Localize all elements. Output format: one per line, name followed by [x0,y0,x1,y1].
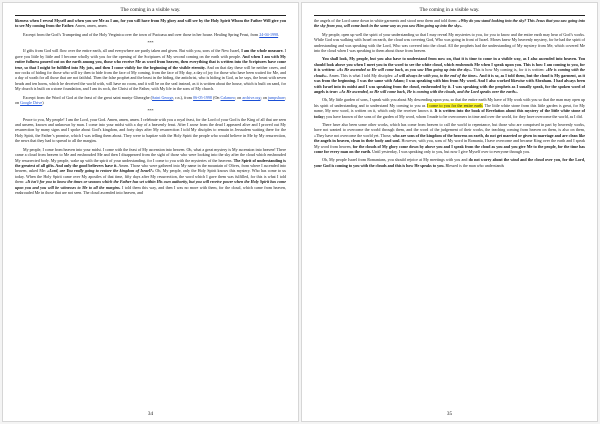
google-drive-link[interactable]: Google Drive [20,100,43,106]
highlighted-text: I come to you for the entire earth. [426,102,484,108]
page-body [314,18,585,403]
paragraph: Oh, My little garden of sons, I speak with you about My descending upon you, so that the entire earth My have of My work with you so that the man may open up his spirit of understanding and to understand My coming to you as I come to you for the entire earth. The little white stone from this little garden is great, for My name, My new word, is written on it, which only the receiver knows it. It is written into the book of Revelation about this mystery of the little white stone of today; you have known of the sons of the garden of My word, whom I made to be overcomers in time and over the world, for they have overcome the world, as I did. [314,97,585,119]
date-link[interactable]: 06-05-1998 [193,94,212,100]
date-link[interactable]: 24-04-1998 [259,31,279,37]
separator: *** [147,108,154,114]
paragraph: There have also been some other works, which has come from heaven to call the world to repentance, but those who are comprised in part by heavenly works, have not wanted to overcome the world through them, and the word of the judgement of their works, the teaching coming from heaven on them, is also on them, «They have not overcome the world yet. Those, who are sons of the kingdom of the heavens on earth, do not get married or given in marriage and are clean like the angels in heaven, clean in their body and soul. However, with you, sons of My word in Romania, I have overcome and became King over the earth and I speak My word from heaven, for the clouds of My glory come down by above you and I speak from the cloud as you and you give Me to the people, for the time has come for every man on the earth. Until yesterday, I was speaking only to you, but now I give Myself over to everyone through you. [314,121,585,155]
paragraph: Oh, My people Israel from Romanians, you should rejoice at My meetings with you and do not worry about the wind and the cloud over you, for the Lord, your God is coming to you with the clouds and this is how He speaks to you. Blessed is the man who understands [314,157,585,168]
right-page [301,2,598,422]
book-spread [2,2,598,422]
paragraph: You shall look, My people, but you also have to understand from now on, that it is time to come in a visible way, as I also ascended into heaven. You should look above you when I meet you in the word to see the white cloud, which enshrouds Me when I speak upon you. This is how I am coming to you, for it is written: «As He ascended so He will come back, as you saw Him going up into the sky». This is how My coming is, for it is written: «He is coming with the clouds». Amen. This is what I told My disciples: «I will always be with you, to the end of the time». And it is so, as I told them, but the cloud is My garment, as it was from the beginning. I was the same with Adam; I was speaking with him from My word. And I also worked likewise with Abraham. I had always been with Israel into its midst and I was speaking from the cloud, enshrouded by it. I was speaking with the prophets as I usually speak, for the spoken word of angels is true: «As He ascended, so He will come back, He is coming with the clouds, and the Lord speaks over the earth». [314,56,585,95]
paragraph: the angels of the Lord came down in white garments and stood near them and told them: «Why do you stand looking into the sky? This Jesus that you saw going into the sky from you, will come back in the same way as you saw Him going up into the sky». [314,18,585,29]
paragraph: likeness when I reveal Myself and when you see Me as I am, for you will have from My glory and will see by the Holy Spirit Whom the Father Will give you to see My coming from the Father. Amen, amen, amen. [15,18,286,29]
paragraph: If gifts from God will flow over the entire earth, all and everywhere are partly taken and given. But with you, sons of the New Israel, I am the whole measure. I gave you little by little and I become wholly with you for the opening of the Scriptures of My second coming on the earth with people. And when I am with My entire fullness poured out on the earth among you, those who receive Me as word from heaven, then everything that is written into the Scriptures have come true, so that I might be fulfilled into My jots, and then I come visibly for the beginning of the visible eternity. And on that day these will be neither caves, and nor rocks of hiding for those who will try then to hide from the face of My coming, from the face of My day, a day of joy for those who have been waited for Me, and a day of wrath for all those that are not faithful. Then the false prophet and the beast in the hiding, the antichrist, who is hiding in God, as he says, the beast with seven heads and ten horns, which he deceived the world with, will have no room, and it will be on the seal instead, as it is written about the house, which is built on sand, for My church is built on a stone foundation, and I am its rock, the Christ of the Father, with My life in the sons of My church. [15,48,286,92]
paragraph: My people, open up well the spirit of your understanding so that I may reveal My mysteries to you, for you to know and the entire earth may hear of God’s works. While God was walking with Israel on earth, the cloud was covering God, Who was going in front of Israel. Moses knew My heavenly mystery, for he had the spirit of understanding and was speaking with the Lord, Who was covered into the cloud. All the prophets had the understanding of My mystery from Me, which covered Me into the cloud when I was speaking to them about those from heaven. [314,31,585,54]
archive-link[interactable]: archive.org [242,94,261,100]
header-title: The coming in a visible way. [120,7,181,13]
separator: *** [147,39,154,45]
page-header [314,6,585,16]
paragraph: Peace to you, My people! I am the Lord, your God. Amen, amen, amen. I celebrate with you a royal feast, for the Lord of your God is the King of all that are seen and unseen, known and unknown by man. I come into your midst with a day of a heavenly feast. After I arose from the dead I appeared alive and I proved out My resurrection by many signs and I spoke about God’s kingdom, and forty days after My resurrection I told My disciples to remain in Jerusalem waiting there for the Holy Spirit, the Father’s promise, which I was telling them about. They were to baptize with the Holy Spirit the people who would believe in Me by My resurrection, the news that they had to spread to all the margins. [15,116,286,144]
page-number: 34 [147,411,154,417]
jumpshare-link[interactable]: jumpshare [268,94,285,100]
page-number: 35 [446,411,453,417]
calameo-link[interactable]: Calameo [220,94,235,100]
source-note: Excerpt from the Word of God at the feast of the great saint martyr Gheorghe (Saint George, r.n.), from 06-05-1998 (On Calameo; on archive.org; on jumpshare; on Google Drive) [15,94,286,106]
paragraph: My people, I come from heaven into your midst. I come with the feast of My ascension into heaven. Oh, what a great mystery is My ascension into heaven! There came a cloud from heaven to Me and enshrouded Me and then I disappeared from the sight of those who were looking into the sky after the cloud which enshrouded My resurrected body. My people, wake up with the spirit of your understanding, for I come to you with the mysteries of the heavens. The Spirit of understanding is the greatest of all gifts. And only the good believers have it. Amen. Those who were gathered into My name in the mountain of Olives, from where I ascended into heaven, asked Me: «Lord, are You really going to restore the kingdom of Israel?» Oh, My people, only the Holy Spirit knows this mystery. Who has come to us today. When the Holy Spirit came over My apostles of that time, fifty days after My resurrection, the word which I gave them was fulfilled, for this is what I told them: «It isn’t for you to know the times or seasons which the Father has set within His own authority, but you will receive power when the Holy Spirit has come upon you and you will be witnesses to Me to all the margins. I told them this way, and then I was no more with them, for the cloud, which came from heaven, enshrouded Me in those that are not seen. The cloud ascended into heaven, and [15,146,286,196]
left-page [2,2,299,422]
saint-george-link[interactable]: Saint George [152,94,174,100]
page-header [15,6,286,16]
header-title: The coming in a visible way. [419,7,480,13]
page-body [15,18,286,403]
source-note: Excerpt from the God’s Trumpeting and of the Holy Verginica over the town of Pucioasa and over those in her house. Healing Spring Feast, from 24-04-1998. [23,31,280,37]
